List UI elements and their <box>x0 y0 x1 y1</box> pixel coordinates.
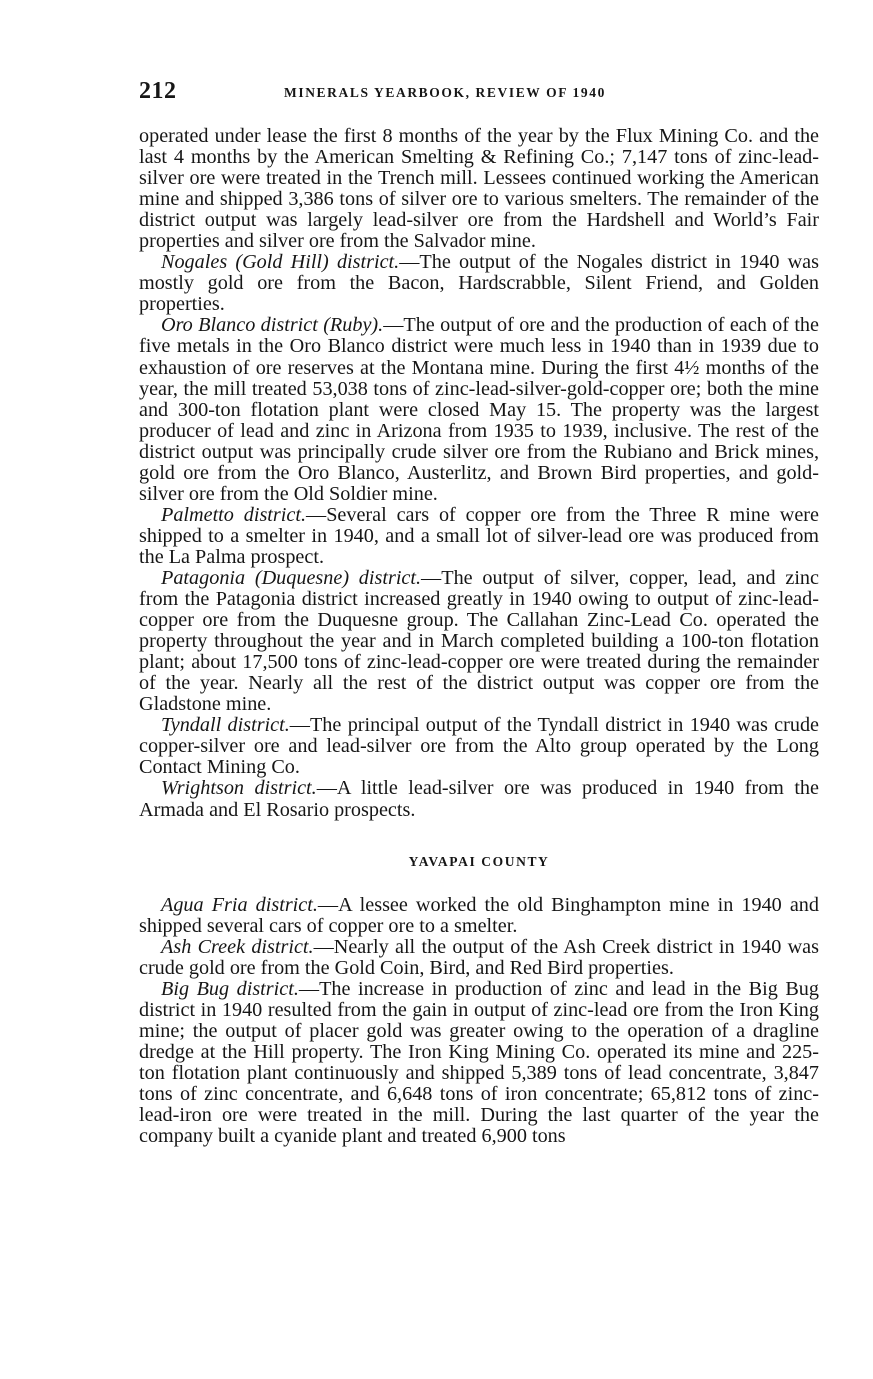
paragraph-oro-blanco <box>139 315 819 504</box>
document-page <box>139 78 819 1147</box>
body-text <box>139 126 819 1147</box>
paragraph-text: —Nearly all the output of the Ash Creek district in 1940 was crude gold ore from the Gold Coin, Bird, and Red Bird properties. <box>139 935 819 979</box>
paragraph-text: —A little lead-silver ore was produced in 1940 from the Armada and El Rosario prospects. <box>139 777 819 821</box>
paragraph-text: —The output of the Nogales district in 1940 was mostly gold ore from the Bacon, Hardscrabble, Silent Friend, and Golden properties. <box>139 251 819 316</box>
district-name: Nogales (Gold Hill) district. <box>161 251 400 274</box>
paragraph-text: —The increase in production of zinc and lead in the Big Bug district in 1940 resulted from the gain in output of zinc-lead ore from the Iron King mine; the output of placer gold was greater owing to the operation of a dragline dredge at the Hill property. The Iron King Mining Co. operated its mine and 225-ton flotation plant continuously and shipped 5,389 tons of lead concentrate, 3,847 tons of zinc concentrate, and 6,648 tons of iron concentrate; 65,812 tons of zinc-lead-iron ore were treated in the mill. During the last quarter of the year the company built a cyanide plant and treated 6,900 tons <box>139 977 819 1148</box>
paragraph-palmetto <box>139 505 819 568</box>
district-name: Oro Blanco district (Ruby). <box>161 314 384 337</box>
running-title: MINERALS YEARBOOK, REVIEW OF 1940 <box>284 85 606 100</box>
page-number: 212 <box>139 78 177 104</box>
district-name: Palmetto district. <box>161 503 306 526</box>
paragraph-big-bug <box>139 979 819 1147</box>
paragraph-tyndall <box>139 715 819 778</box>
district-name: Big Bug district. <box>161 977 299 1000</box>
district-name: Patagonia (Duquesne) district. <box>161 566 422 589</box>
paragraph-ash-creek <box>139 937 819 979</box>
paragraph-text: —A lessee worked the old Binghampton mine in 1940 and shipped several cars of copper ore to a smelter. <box>139 893 819 937</box>
paragraph-agua-fria <box>139 895 819 937</box>
paragraph-text: operated under lease the first 8 months of the year by the Flux Mining Co. and the last 4 months by the American Smelting & Refining Co.; 7,147 tons of zinc-lead-silver ore were treated in the Trench mill. Lessees continued working the American mine and shipped 3,386 tons of silver ore to various smelters. The remainder of the district output was largely lead-silver ore from the Hardshell and World’s Fair properties and silver ore from the Salvador mine. <box>139 125 819 253</box>
district-name: Agua Fria district. <box>161 893 318 916</box>
paragraph-text: —The principal output of the Tyndall district in 1940 was crude copper-silver ore and lead-silver ore from the Alto group operated by the Long Contact Mining Co. <box>139 714 819 779</box>
district-name: Tyndall district. <box>161 714 290 737</box>
paragraph-text: —Several cars of copper ore from the Three R mine were shipped to a smelter in 1940, and a small lot of silver-lead ore was produced from the La Palma prospect. <box>139 503 819 568</box>
paragraph-nogales <box>139 252 819 315</box>
district-name: Ash Creek district. <box>161 935 314 958</box>
paragraph-wrightson <box>139 778 819 820</box>
district-name: Wrightson district. <box>161 777 317 800</box>
section-heading: YAVAPAI COUNTY <box>408 853 550 869</box>
paragraph-text: —The output of ore and the production of each of the five metals in the Oro Blanco district were much less in 1940 than in 1939 due to exhaustion of ore reserves at the Montana mine. During the first 4½ months of the year, the mill treated 53,038 tons of zinc-lead-silver-gold-copper ore; both the mine and 300-ton flotation plant were closed May 15. The property was the largest producer of lead and zinc in Arizona from 1935 to 1939, inclusive. The rest of the district output was principally crude silver ore from the Rubiano and Brick mines, gold ore from the Oro Blanco, Austerlitz, and Brown Bird properties, and gold-silver ore from the Old Soldier mine. <box>139 314 819 505</box>
paragraph-text: —The output of silver, copper, lead, and zinc from the Patagonia district increased greatly in 1940 owing to output of zinc-lead-copper ore from the Duquesne group. The Callahan Zinc-Lead Co. operated the property throughout the year and in March completed building a 100-ton flotation plant; about 17,500 tons of zinc-lead-copper ore were treated during the remainder of the year. Nearly all the rest of the district output was copper ore from the Gladstone mine. <box>139 566 819 716</box>
running-head <box>139 78 819 112</box>
paragraph-continued <box>139 126 819 252</box>
paragraph-patagonia <box>139 568 819 715</box>
